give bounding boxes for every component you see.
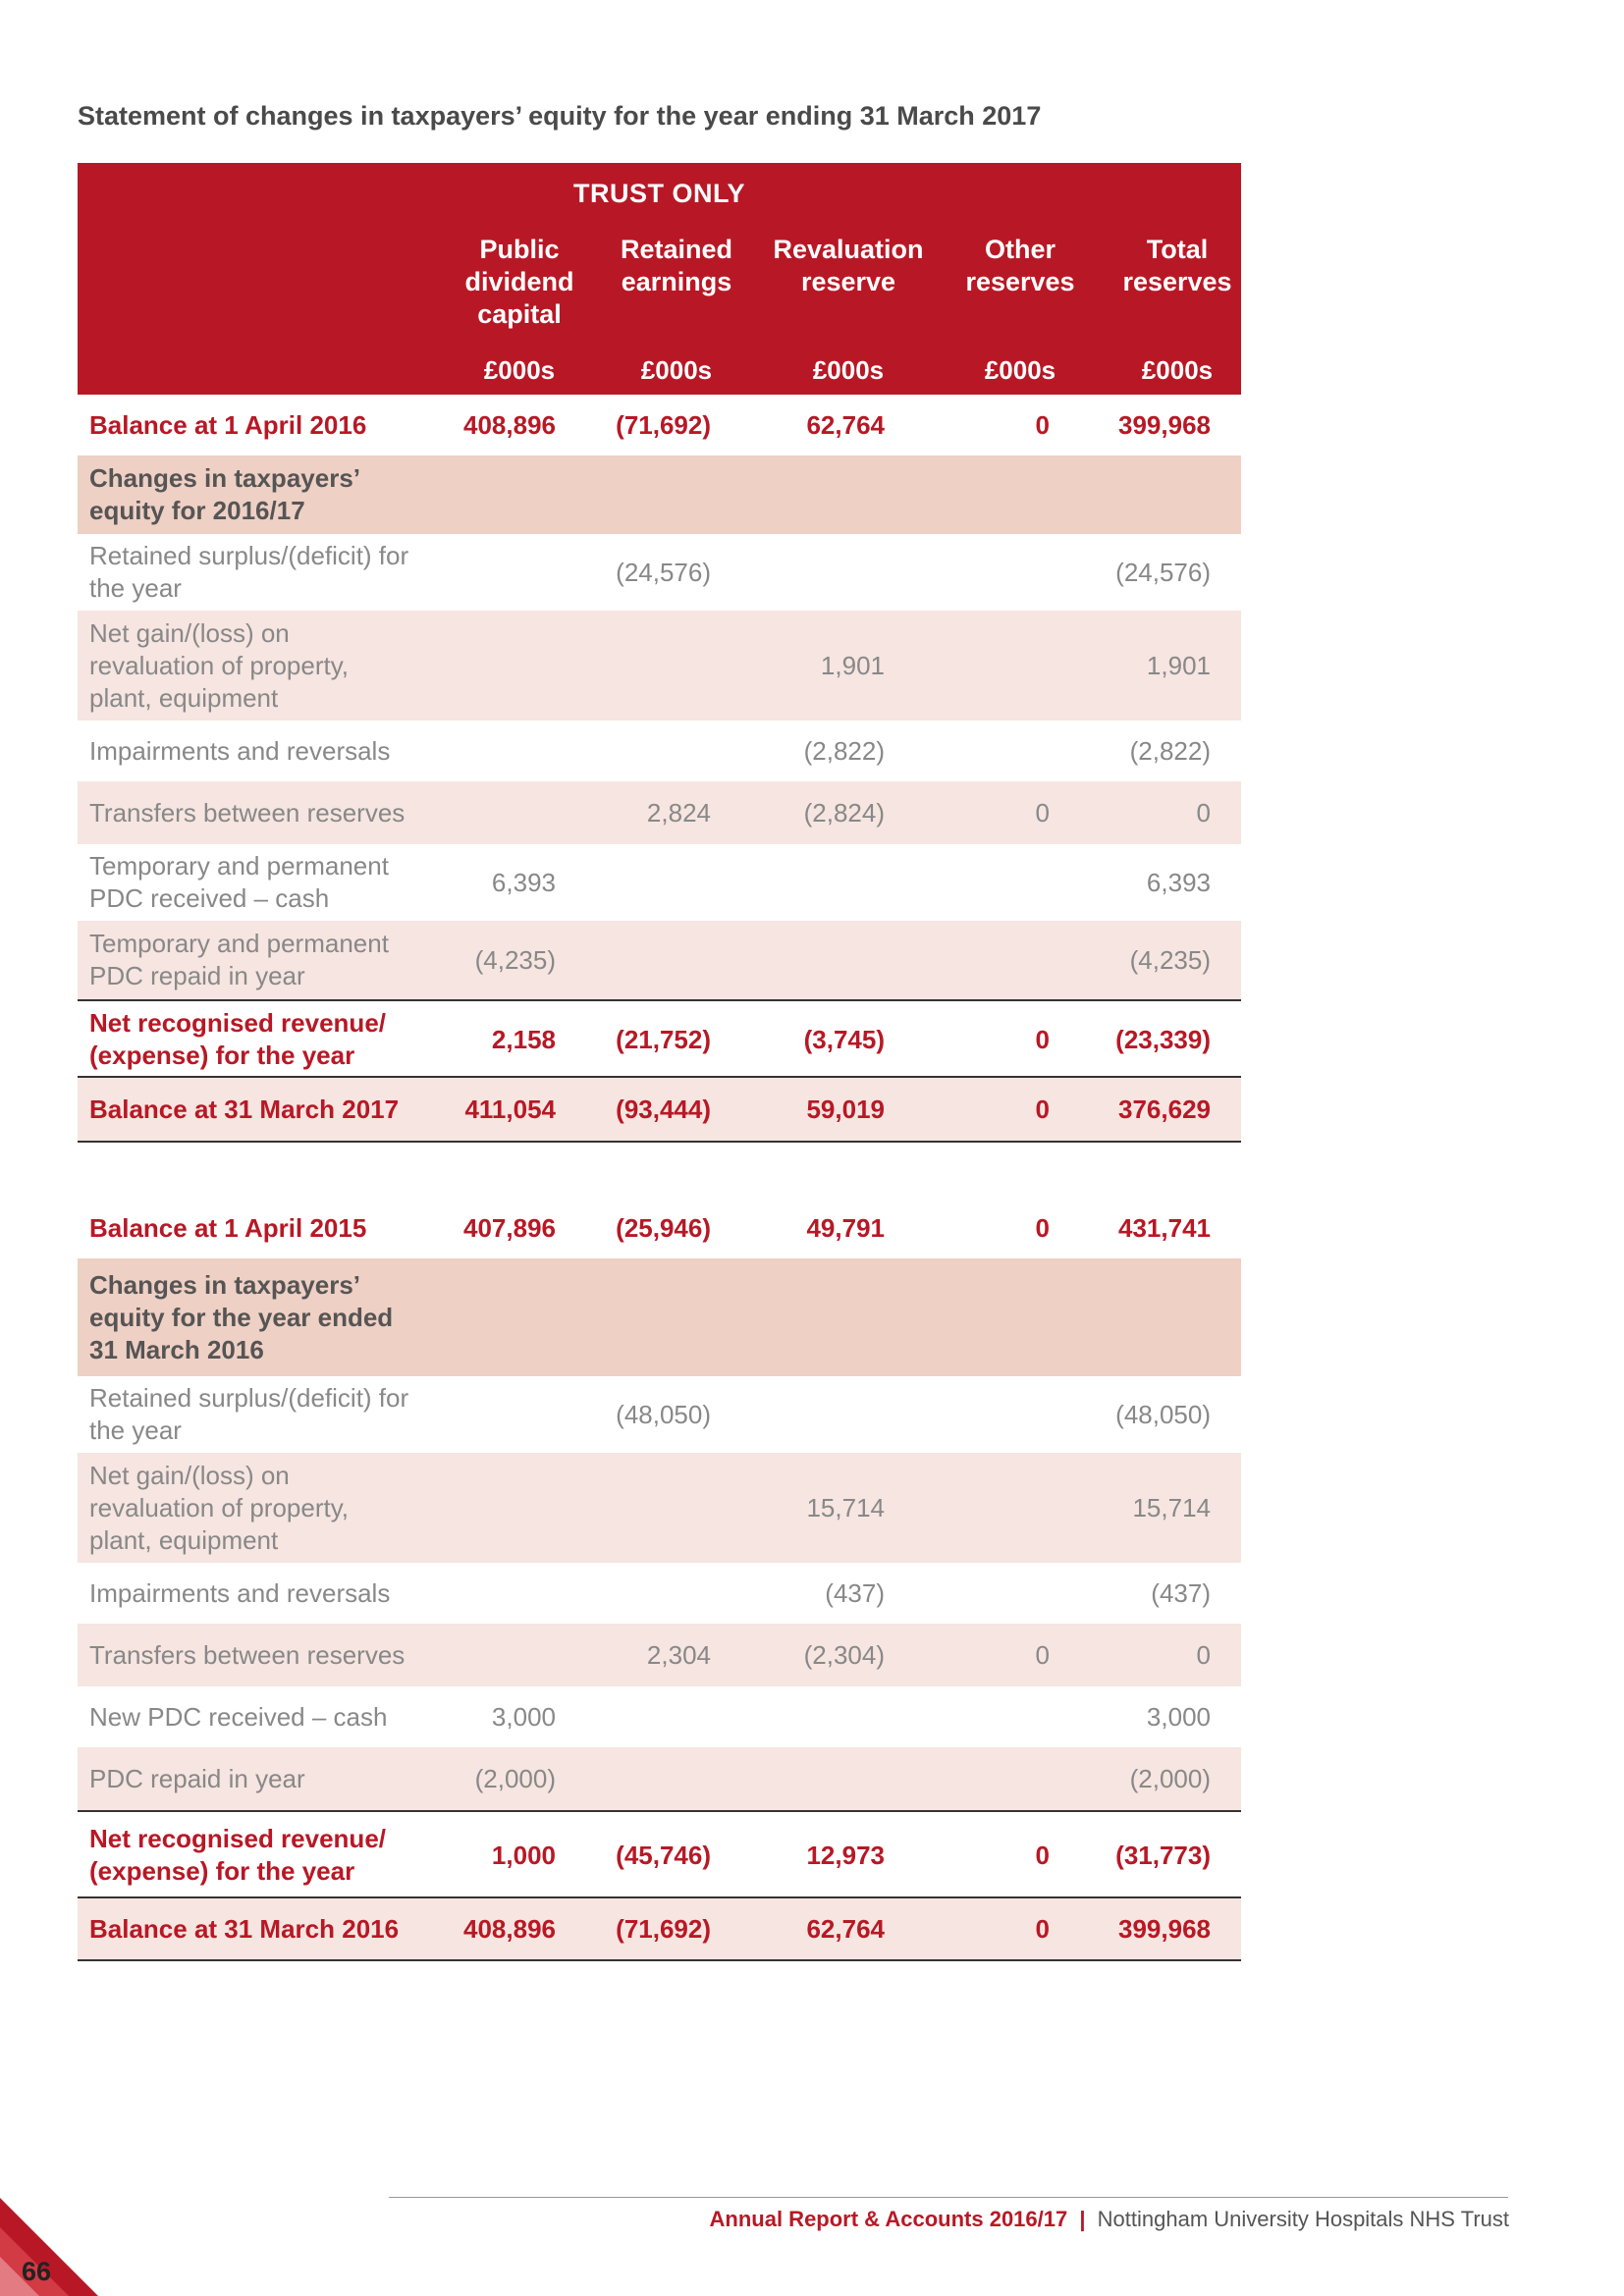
cell-pdc: (2,000): [474, 1763, 556, 1793]
column-header-retained-earnings: Retained earnings: [620, 235, 733, 296]
cell-total-reserves: 3,000: [1146, 1701, 1211, 1732]
cell-retained-earnings: (48,050): [616, 1399, 711, 1429]
cell-total-reserves: (437): [1151, 1577, 1211, 1608]
cell-total-reserves: 376,629: [1118, 1094, 1211, 1124]
table-row-transfers: [78, 781, 1241, 844]
cell-pdc: (4,235): [474, 944, 556, 975]
row-label: Net recognised revenue/ (expense) for the year: [89, 1008, 386, 1070]
table-header: [78, 163, 1241, 395]
cell-other-reserves: 0: [1035, 1024, 1050, 1054]
cell-retained-earnings: 2,824: [646, 797, 711, 828]
table-row-pdc-received: [78, 844, 1241, 921]
cell-pdc: 407,896: [463, 1212, 556, 1243]
footer-separator: |: [1079, 2207, 1086, 2231]
cell-total-reserves: (24,576): [1115, 557, 1211, 587]
cell-other-reserves: 0: [1035, 409, 1050, 440]
row-label: Impairments and reversals: [89, 735, 391, 766]
row-label: PDC repaid in year: [89, 1763, 305, 1793]
cell-revaluation-reserve: 15,714: [806, 1492, 885, 1522]
table-row-retained-surplus: [78, 1376, 1241, 1453]
row-label: Impairments and reversals: [89, 1577, 391, 1608]
cell-pdc: 408,896: [463, 1913, 556, 1944]
row-label: Retained surplus/(deficit) for the year: [89, 541, 409, 603]
cell-other-reserves: 0: [1035, 1639, 1050, 1670]
footer-report-title: Annual Report & Accounts 2016/17: [709, 2207, 1068, 2231]
table-row-net-gain-revaluation: [78, 1453, 1241, 1563]
row-label: Changes in taxpayers’ equity for 2016/17: [89, 463, 360, 525]
table-row-retained-surplus: [78, 534, 1241, 611]
cell-retained-earnings: (25,946): [616, 1212, 711, 1243]
cell-retained-earnings: (24,576): [616, 557, 711, 587]
cell-total-reserves: 0: [1196, 1639, 1211, 1670]
table-row-balance-closing: [78, 1076, 1241, 1143]
cell-total-reserves: 6,393: [1146, 867, 1211, 897]
cell-pdc: 411,054: [464, 1094, 556, 1124]
cell-pdc: 6,393: [491, 867, 556, 897]
cell-revaluation-reserve: (437): [825, 1577, 885, 1608]
cell-total-reserves: (31,773): [1115, 1840, 1211, 1870]
row-label: Net gain/(loss) on revaluation of property, plant, equipment: [89, 1460, 349, 1555]
table-row-section-heading: [78, 455, 1241, 534]
cell-retained-earnings: (21,752): [616, 1024, 711, 1054]
cell-revaluation-reserve: (2,822): [803, 735, 885, 766]
row-label: Transfers between reserves: [89, 797, 406, 828]
cell-retained-earnings: (93,444): [616, 1094, 711, 1124]
row-label: Balance at 1 April 2015: [89, 1212, 367, 1243]
table-row-net-recognised: [78, 1810, 1241, 1898]
cell-total-reserves: 431,741: [1118, 1212, 1211, 1243]
table-row-net-gain-revaluation: [78, 611, 1241, 721]
table-row-net-recognised: [78, 999, 1241, 1078]
footer-rule: [389, 2197, 1508, 2198]
cell-total-reserves: (2,000): [1129, 1763, 1211, 1793]
table-row-pdc-received: [78, 1686, 1241, 1747]
cell-retained-earnings: 2,304: [646, 1639, 711, 1670]
unit-retained-earnings: £000s: [640, 355, 713, 385]
cell-total-reserves: (2,822): [1129, 735, 1211, 766]
equity-table-2015-16: [78, 1198, 1241, 1957]
cell-pdc: 2,158: [491, 1024, 556, 1054]
cell-revaluation-reserve: 62,764: [806, 409, 885, 440]
table-row-pdc-repaid: [78, 1747, 1241, 1810]
row-label: Transfers between reserves: [89, 1639, 406, 1670]
cell-other-reserves: 0: [1035, 1094, 1050, 1124]
cell-total-reserves: 399,968: [1118, 1913, 1211, 1944]
table-row-impairments: [78, 1563, 1241, 1624]
column-header-total-reserves: Total reserves: [1122, 235, 1232, 296]
row-label: Temporary and permanent PDC repaid in year: [89, 929, 389, 990]
cell-revaluation-reserve: 1,901: [820, 650, 885, 680]
row-label: Net gain/(loss) on revaluation of property, plant, equipment: [89, 617, 349, 713]
column-header-pdc: Public dividend capital: [464, 235, 574, 329]
cell-revaluation-reserve: 49,791: [806, 1212, 885, 1243]
column-header-other-reserves: Other reserves: [965, 235, 1075, 296]
cell-retained-earnings: (45,746): [616, 1840, 711, 1870]
table-row-balance-opening: [78, 395, 1241, 455]
table-row-transfers: [78, 1624, 1241, 1686]
cell-retained-earnings: (71,692): [616, 409, 711, 440]
equity-table-2016-17: [78, 395, 1241, 1139]
row-label: Balance at 1 April 2016: [89, 409, 367, 440]
table-row-section-heading: [78, 1258, 1241, 1376]
cell-revaluation-reserve: 12,973: [806, 1840, 885, 1870]
cell-total-reserves: 1,901: [1146, 650, 1211, 680]
footer-organisation: Nottingham University Hospitals NHS Trust: [1097, 2207, 1509, 2231]
cell-other-reserves: 0: [1035, 1212, 1050, 1243]
row-label: Balance at 31 March 2017: [89, 1094, 400, 1124]
row-label: Changes in taxpayers’ equity for the year ended 31 March 2016: [89, 1269, 394, 1364]
cell-pdc: 408,896: [463, 409, 556, 440]
cell-total-reserves: (4,235): [1129, 944, 1211, 975]
unit-pdc: £000s: [483, 355, 556, 385]
trust-only-heading: TRUST ONLY: [572, 179, 745, 208]
cell-other-reserves: 0: [1035, 797, 1050, 828]
table-row-balance-opening: [78, 1198, 1241, 1258]
cell-pdc: 3,000: [491, 1701, 556, 1732]
cell-revaluation-reserve: 59,019: [806, 1094, 885, 1124]
cell-revaluation-reserve: 62,764: [806, 1913, 885, 1944]
table-row-pdc-repaid: [78, 921, 1241, 999]
unit-revaluation-reserve: £000s: [812, 355, 885, 385]
row-label: Retained surplus/(deficit) for the year: [89, 1383, 409, 1445]
cell-total-reserves: 399,968: [1118, 409, 1211, 440]
cell-total-reserves: 15,714: [1132, 1492, 1211, 1522]
unit-other-reserves: £000s: [984, 355, 1056, 385]
cell-pdc: 1,000: [491, 1840, 556, 1870]
column-header-revaluation-reserve: Revaluation reserve: [773, 235, 924, 296]
cell-revaluation-reserve: (2,824): [803, 797, 885, 828]
cell-revaluation-reserve: (2,304): [803, 1639, 885, 1670]
cell-total-reserves: 0: [1196, 797, 1211, 828]
footer: [710, 2207, 1509, 2232]
cell-retained-earnings: (71,692): [616, 1913, 711, 1944]
row-label: Balance at 31 March 2016: [89, 1913, 400, 1944]
cell-total-reserves: (23,339): [1115, 1024, 1211, 1054]
page-number: 66: [22, 2257, 52, 2286]
row-label: Net recognised revenue/ (expense) for the year: [89, 1824, 386, 1886]
table-row-balance-closing: [78, 1896, 1241, 1961]
row-label: New PDC received – cash: [89, 1701, 388, 1732]
statement-title: Statement of changes in taxpayers’ equity for the year ending 31 March 2017: [78, 101, 1042, 131]
cell-total-reserves: (48,050): [1115, 1399, 1211, 1429]
row-label: Temporary and permanent PDC received – cash: [89, 851, 389, 913]
table-row-impairments: [78, 721, 1241, 781]
cell-other-reserves: 0: [1035, 1840, 1050, 1870]
cell-other-reserves: 0: [1035, 1913, 1050, 1944]
unit-total-reserves: £000s: [1141, 355, 1214, 385]
cell-revaluation-reserve: (3,745): [803, 1024, 885, 1054]
